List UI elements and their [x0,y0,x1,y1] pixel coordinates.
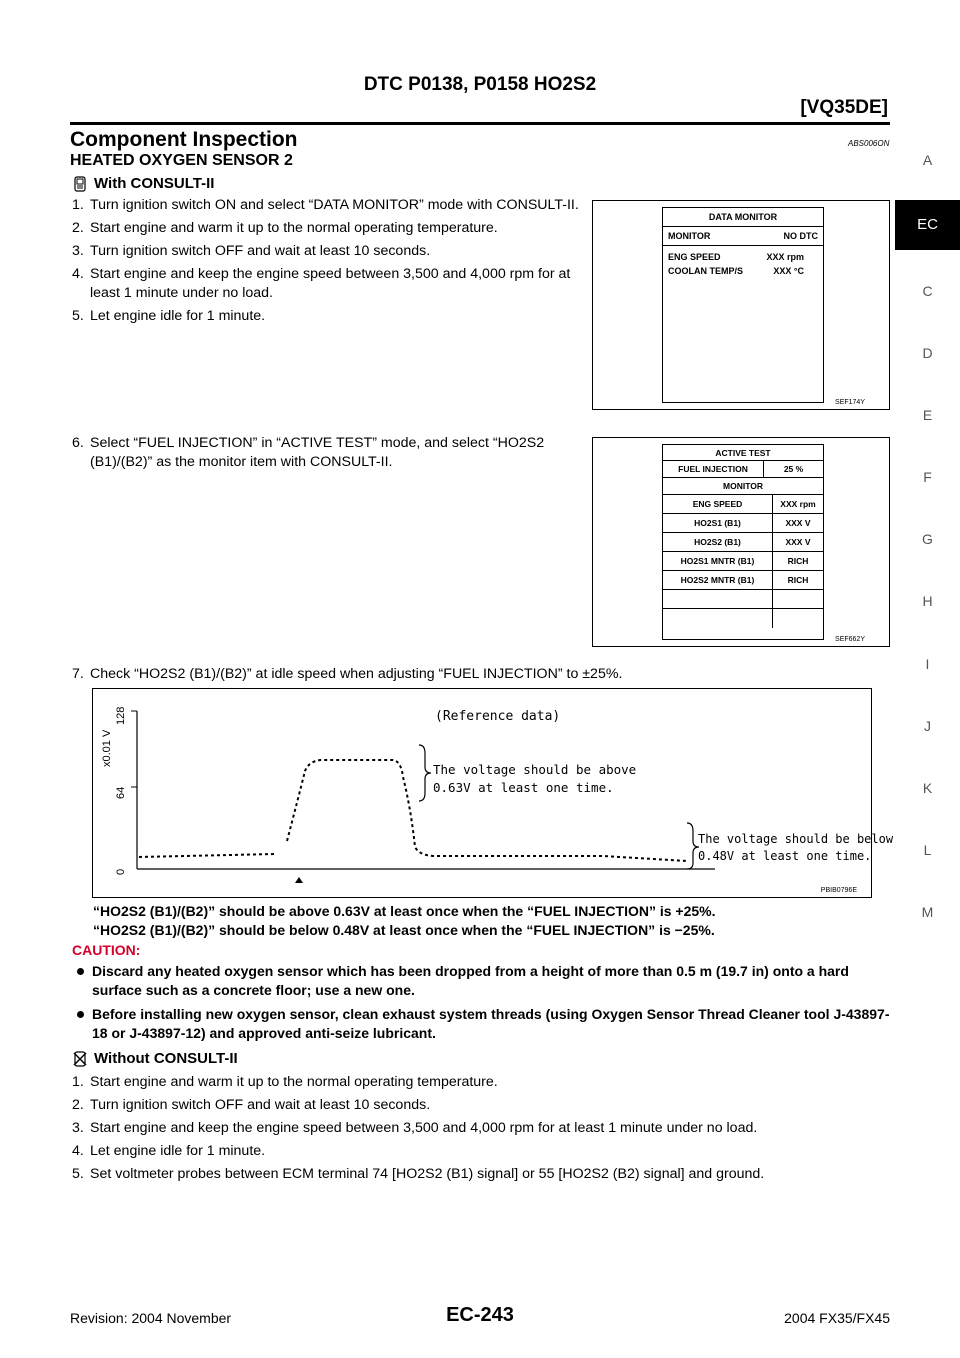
caution-list [72,962,892,1048]
list-item: 7. Check “HO2S2 (B1)/(B2)” at idle speed when adjusting “FUEL INJECTION” to ±25%. [72,666,623,682]
figure-reference-waveform [92,688,894,898]
list-item: 1. Turn ignition switch ON and select “DATA MONITOR” mode with CONSULT-II. [72,197,579,213]
y-axis-unit: x0.01 V [101,729,113,767]
tab-c[interactable]: C [922,283,933,299]
table-row [663,609,823,628]
consult-tool-icon [72,176,88,192]
section-subtitle: HEATED OXYGEN SENSOR 2 [70,152,293,169]
list-item: 3. Turn ignition switch OFF and wait at least 10 seconds. [72,243,431,259]
note-above: The voltage should be above 0.63V at least one time. [433,762,637,795]
no-tool-icon [72,1051,88,1067]
figure-code: SEF662Y [835,636,865,643]
tab-i[interactable]: I [925,656,930,672]
table-row: HO2S1 (B1) XXX V [663,514,823,533]
list-item: Before installing new oxygen sensor, clean exhaust system threads (using Oxygen Sensor Thread Cleaner tool J-43897-18 or J-43897-12) and approved anti-seize lubricant. [72,1005,892,1043]
bracket-above [419,745,431,801]
table-row: ENG SPEED XXX rpm [663,495,823,514]
section-title: Component Inspection [70,128,298,151]
footer-revision: Revision: 2004 November [70,1310,232,1326]
table-row: HO2S2 MNTR (B1) RICH [663,571,823,590]
tab-e[interactable]: E [922,407,933,423]
screen-values: ENG SPEED XXX rpm COOLAN TEMP/S XXX °C [668,252,804,276]
with-consult-heading [72,175,214,192]
monitor-row: MONITOR [663,478,823,495]
footer-model: 2004 FX35/FX45 [784,1310,890,1326]
tab-k[interactable]: K [922,780,933,796]
table-row: HO2S1 MNTR (B1) RICH [663,552,823,571]
reference-label: (Reference data) [435,709,561,724]
bullet-icon [77,968,84,975]
tab-d[interactable]: D [922,345,933,361]
tab-f[interactable]: F [923,469,932,485]
bullet-icon [77,1011,84,1018]
active-test-screen [662,444,824,640]
list-item: 5. Set voltmeter probes between ECM terminal 74 [HO2S2 (B1) signal] or 55 [HO2S2 (B2) signal] and ground. [72,1166,765,1182]
list-item: Discard any heated oxygen sensor which has been dropped from a height of more than 0.5 m (19.7 in) onto a hard surface such as a concrete floor; use a new one. [72,962,892,1000]
figure-code: PBIB0796E [820,887,857,894]
list-item: 2. Start engine and warm it up to the normal operating temperature. [72,220,498,236]
note-below: The voltage should be below 0.48V at least one time. [698,832,894,863]
with-consult-step-7 [72,665,887,688]
screen-title: DATA MONITOR [663,208,823,227]
header-rule [70,122,890,125]
figure-code: SEF174Y [835,399,865,406]
tab-h[interactable]: H [922,593,933,609]
result-line-above: “HO2S2 (B1)/(B2)” should be above 0.63V at least once when the “FUEL INJECTION” is +25%. [93,903,716,919]
data-monitor-screen [662,207,824,403]
engine-code: [VQ35DE] [800,97,888,118]
list-item: 5. Let engine idle for 1 minute. [72,308,266,324]
caution-label: CAUTION: [72,942,141,958]
footer-page-number: EC-243 [446,1304,514,1326]
figure-data-monitor [592,200,890,410]
tab-a[interactable]: A [922,152,933,168]
without-consult-heading [72,1050,238,1067]
fuel-injection-row: FUEL INJECTION 25 % [663,461,823,478]
table-row [663,590,823,609]
tab-j[interactable]: J [924,718,931,734]
list-item: 4. Start engine and keep the engine speed between 3,500 and 4,000 rpm for at least 1 minute under no load. [72,266,571,301]
section-tabs [895,118,960,958]
tick-label: 64 [115,786,127,799]
without-consult-steps [72,1073,892,1188]
section-code: ABS006ON [848,139,890,148]
tab-m[interactable]: M [921,904,934,920]
tick-label: 128 [115,706,127,725]
list-item: 3. Start engine and keep the engine speed between 3,500 and 4,000 rpm for at least 1 minute under no load. [72,1120,758,1136]
screen-title: ACTIVE TEST [663,445,823,461]
tab-l[interactable]: L [923,842,932,858]
figure-active-test [592,437,890,647]
result-line-below: “HO2S2 (B1)/(B2)” should be below 0.48V at least once when the “FUEL INJECTION” is −25%. [93,922,715,938]
list-item: 6. Select “FUEL INJECTION” in “ACTIVE TEST” mode, and select “HO2S2 (B1)/(B2)” as the monitor item with CONSULT-II. [72,435,545,470]
list-item: 2. Turn ignition switch OFF and wait at least 10 seconds. [72,1097,431,1113]
without-consult-title: Without CONSULT-II [94,1050,238,1067]
with-consult-step-6 [72,434,584,476]
tick-label: 0 [115,868,127,875]
list-item: 1. Start engine and warm it up to the normal operating temperature. [72,1074,498,1090]
table-row: HO2S2 (B1) XXX V [663,533,823,552]
page-header-title: DTC P0138, P0158 HO2S2 [363,74,597,95]
with-consult-title: With CONSULT-II [94,175,215,192]
list-item: 4. Let engine idle for 1 minute. [72,1143,266,1159]
with-consult-steps [72,196,584,330]
screen-header-row: MONITOR NO DTC [663,227,823,246]
tab-ec[interactable]: EC [895,200,960,250]
start-marker [295,877,303,883]
tab-g[interactable]: G [922,531,933,547]
